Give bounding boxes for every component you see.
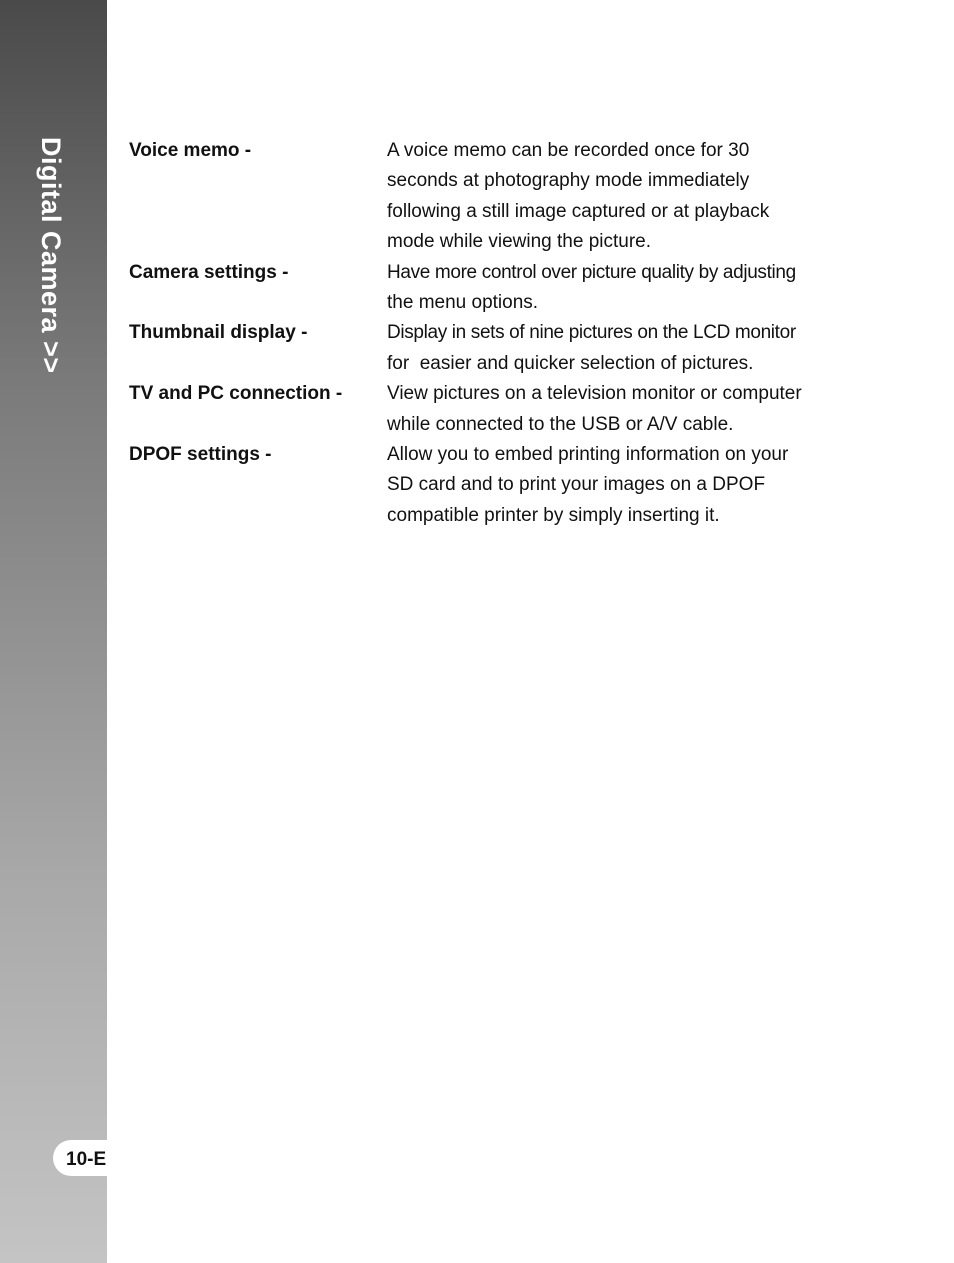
- feature-description: [387, 379, 837, 440]
- feature-description: [387, 258, 837, 319]
- feature-tv-pc-connection: [129, 379, 849, 440]
- feature-list: [129, 136, 849, 531]
- page-number: 10-E: [66, 1149, 107, 1170]
- description-line: while connected to the USB or A/V cable.: [387, 413, 734, 435]
- description-line: compatible printer by simply inserting it.: [387, 504, 720, 526]
- side-bar: [0, 0, 107, 1263]
- description-line: for easier and quicker selection of pictures.: [387, 352, 754, 374]
- feature-term: Voice memo -: [129, 140, 252, 161]
- feature-thumbnail-display: [129, 318, 849, 379]
- feature-term: DPOF settings -: [129, 444, 272, 466]
- feature-voice-memo: [129, 136, 849, 258]
- description-line: seconds at photography mode immediately: [387, 170, 750, 192]
- description-line: Have more control over picture quality by adjusting: [387, 261, 796, 283]
- feature-term: Thumbnail display -: [129, 322, 308, 344]
- feature-term: TV and PC connection -: [129, 383, 343, 405]
- description-line: Allow you to embed printing information on your: [387, 444, 789, 466]
- feature-description: [387, 318, 837, 379]
- feature-description: [387, 136, 837, 258]
- description-line: Display in sets of nine pictures on the LCD monitor: [387, 322, 796, 344]
- section-title: Digital Camera >>: [36, 137, 66, 374]
- feature-description: [387, 440, 837, 531]
- feature-camera-settings: [129, 258, 849, 319]
- description-line: SD card and to print your images on a DPOF: [387, 474, 766, 496]
- description-line: View pictures on a television monitor or computer: [387, 383, 802, 405]
- description-line: the menu options.: [387, 292, 539, 314]
- feature-dpof-settings: [129, 440, 849, 531]
- description-line: A voice memo can be recorded once for 30: [387, 140, 750, 161]
- feature-term: Camera settings -: [129, 261, 289, 283]
- description-line: following a still image captured or at playback: [387, 200, 770, 222]
- description-line: mode while viewing the picture.: [387, 231, 652, 253]
